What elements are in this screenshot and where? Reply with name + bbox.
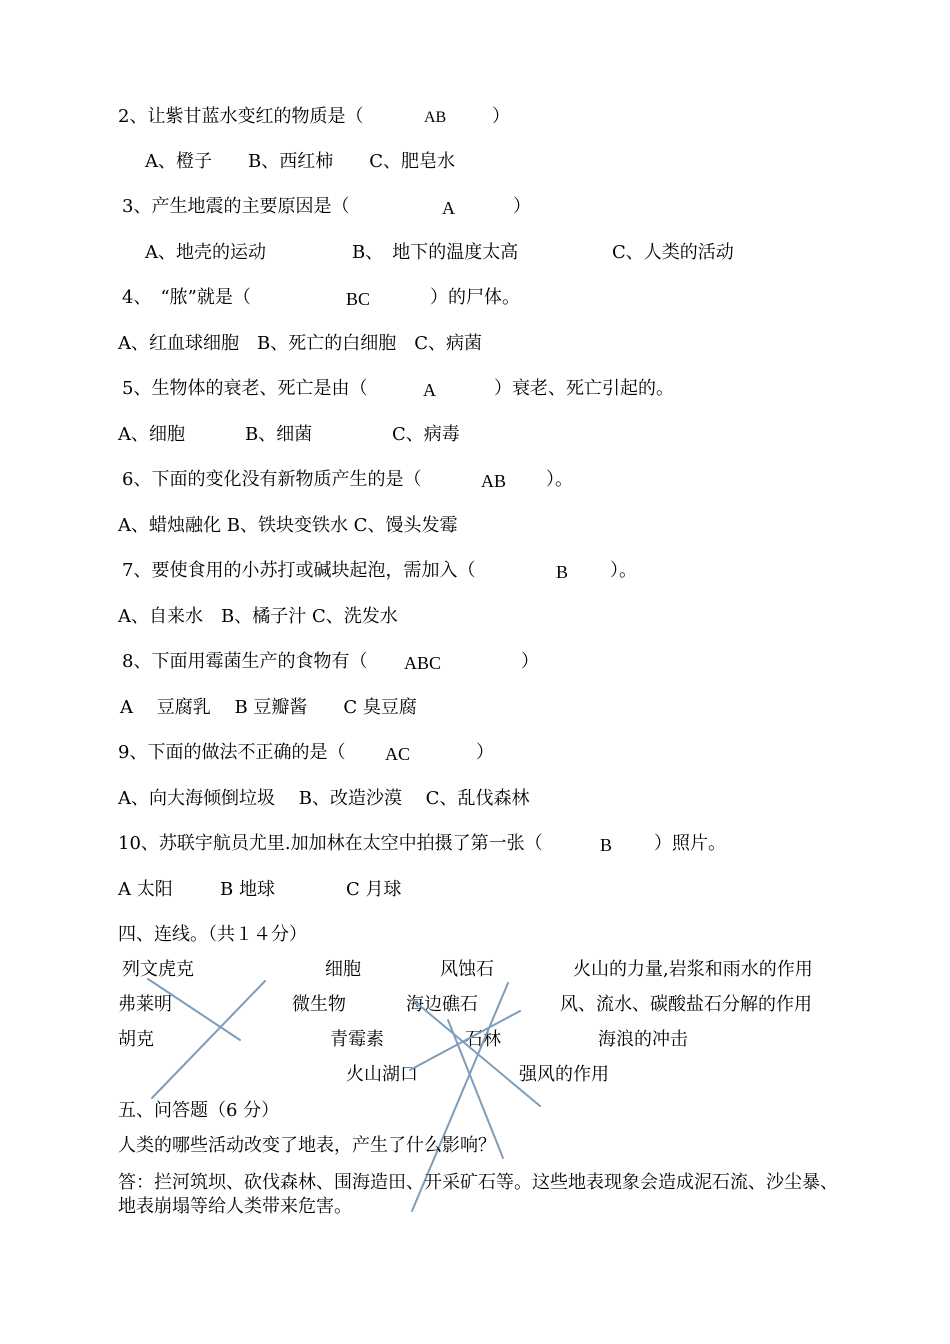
- q4-options: A、红血球细胞 B、死亡的白细胞 C、病菌: [118, 333, 482, 354]
- q3-answer: A: [442, 198, 455, 218]
- q10-close: ）照片。: [654, 833, 726, 854]
- match-left-item: 列文虎克: [122, 959, 194, 980]
- match-cause-item: 强风的作用: [519, 1064, 609, 1085]
- match-cause-item: 风、流水、碳酸盐石分解的作用: [560, 994, 812, 1015]
- match-cause-item: 海浪的冲击: [598, 1029, 688, 1050]
- match-rock-item: 石林: [465, 1029, 501, 1050]
- q5-answer: A: [423, 380, 436, 400]
- q2-close: ）: [492, 106, 510, 127]
- q6-stem: 6、下面的变化没有新物质产生的是（: [122, 469, 422, 490]
- q10-stem: 10、苏联宇航员尤里.加加林在太空中拍摄了第一张（: [118, 833, 543, 854]
- q7-stem: 7、要使食用的小苏打或碱块起泡，需加入（: [122, 560, 476, 581]
- match-mid-item: 青霉素: [330, 1029, 384, 1050]
- q8-answer: ABC: [404, 653, 442, 673]
- q3-option-a: A、地壳的运动: [145, 242, 266, 263]
- match-rock-item: 海边礁石: [406, 994, 478, 1015]
- section5-question: 人类的哪些活动改变了地表，产生了什么影响？: [118, 1135, 496, 1156]
- q9-options: A、向大海倾倒垃圾 B、改造沙漠 C、乱伐森林: [118, 788, 530, 809]
- q7-options: A、自来水 B、橘子汁 C、洗发水: [118, 606, 398, 627]
- q10-option-b: B 地球: [220, 879, 275, 900]
- q4-close: ）的尸体。: [430, 287, 520, 308]
- q4-answer: BC: [346, 289, 371, 309]
- q5-option-a: A、细胞: [118, 424, 185, 445]
- q3-option-b: B、 地下的温度太高: [352, 242, 519, 263]
- q10-option-c: C 月球: [346, 879, 402, 900]
- q9-answer: AC: [385, 744, 411, 764]
- q9-stem: 9、下面的做法不正确的是（: [118, 742, 346, 763]
- q4-stem: 4、 “脓”就是（: [122, 287, 251, 308]
- section5-answer: 答：拦河筑坝、砍伐森林、围海造田、开采矿石等。这些地表现象会造成泥石流、沙尘暴、地表崩塌等给人类带来危害。: [118, 1172, 838, 1217]
- section4-title: 四、连线。（共１４分）: [118, 924, 307, 945]
- match-mid-item: 细胞: [325, 959, 361, 980]
- q10-answer: B: [600, 835, 613, 855]
- match-line-2: [152, 981, 265, 1098]
- q8-stem: 8、下面用霉菌生产的食物有（: [122, 651, 368, 672]
- q3-stem: 3、产生地震的主要原因是（: [122, 196, 350, 217]
- match-mid-item: 微生物: [292, 994, 346, 1015]
- q6-options: A、蜡烛融化 B、铁块变铁水 C、馒头发霉: [118, 515, 458, 536]
- q2-options: A、橙子 B、西红柿 C、肥皂水: [145, 151, 455, 172]
- q10-option-a: A 太阳: [118, 879, 173, 900]
- q5-option-b: B、细菌: [245, 424, 313, 445]
- q5-close: ）衰老、死亡引起的。: [494, 378, 674, 399]
- q7-close: ）。: [610, 560, 637, 581]
- q2-stem: 2、让紫甘蓝水变红的物质是（: [118, 106, 364, 127]
- q8-close: ）: [521, 651, 539, 672]
- q8-options: A 豆腐乳 B 豆瓣酱 C 臭豆腐: [120, 697, 417, 718]
- match-left-item: 弗莱明: [118, 994, 172, 1015]
- q6-close: ）。: [546, 469, 573, 490]
- match-cause-item: 火山的力量,岩浆和雨水的作用: [573, 959, 813, 980]
- q5-stem: 5、生物体的衰老、死亡是由（: [122, 378, 368, 399]
- q3-option-c: C、人类的活动: [612, 242, 734, 263]
- match-left-item: 胡克: [118, 1029, 154, 1050]
- q3-close: ）: [513, 196, 531, 217]
- q5-option-c: C、病毒: [392, 424, 460, 445]
- match-line-1: [148, 979, 240, 1040]
- q2-answer: AB: [424, 109, 447, 126]
- section5-title: 五、问答题（6 分）: [118, 1100, 280, 1121]
- q6-answer: AB: [481, 471, 507, 491]
- match-rock-item: 火山湖口: [346, 1064, 418, 1085]
- q7-answer: B: [556, 562, 569, 582]
- q9-close: ）: [476, 742, 494, 763]
- match-rock-item: 风蚀石: [440, 959, 494, 980]
